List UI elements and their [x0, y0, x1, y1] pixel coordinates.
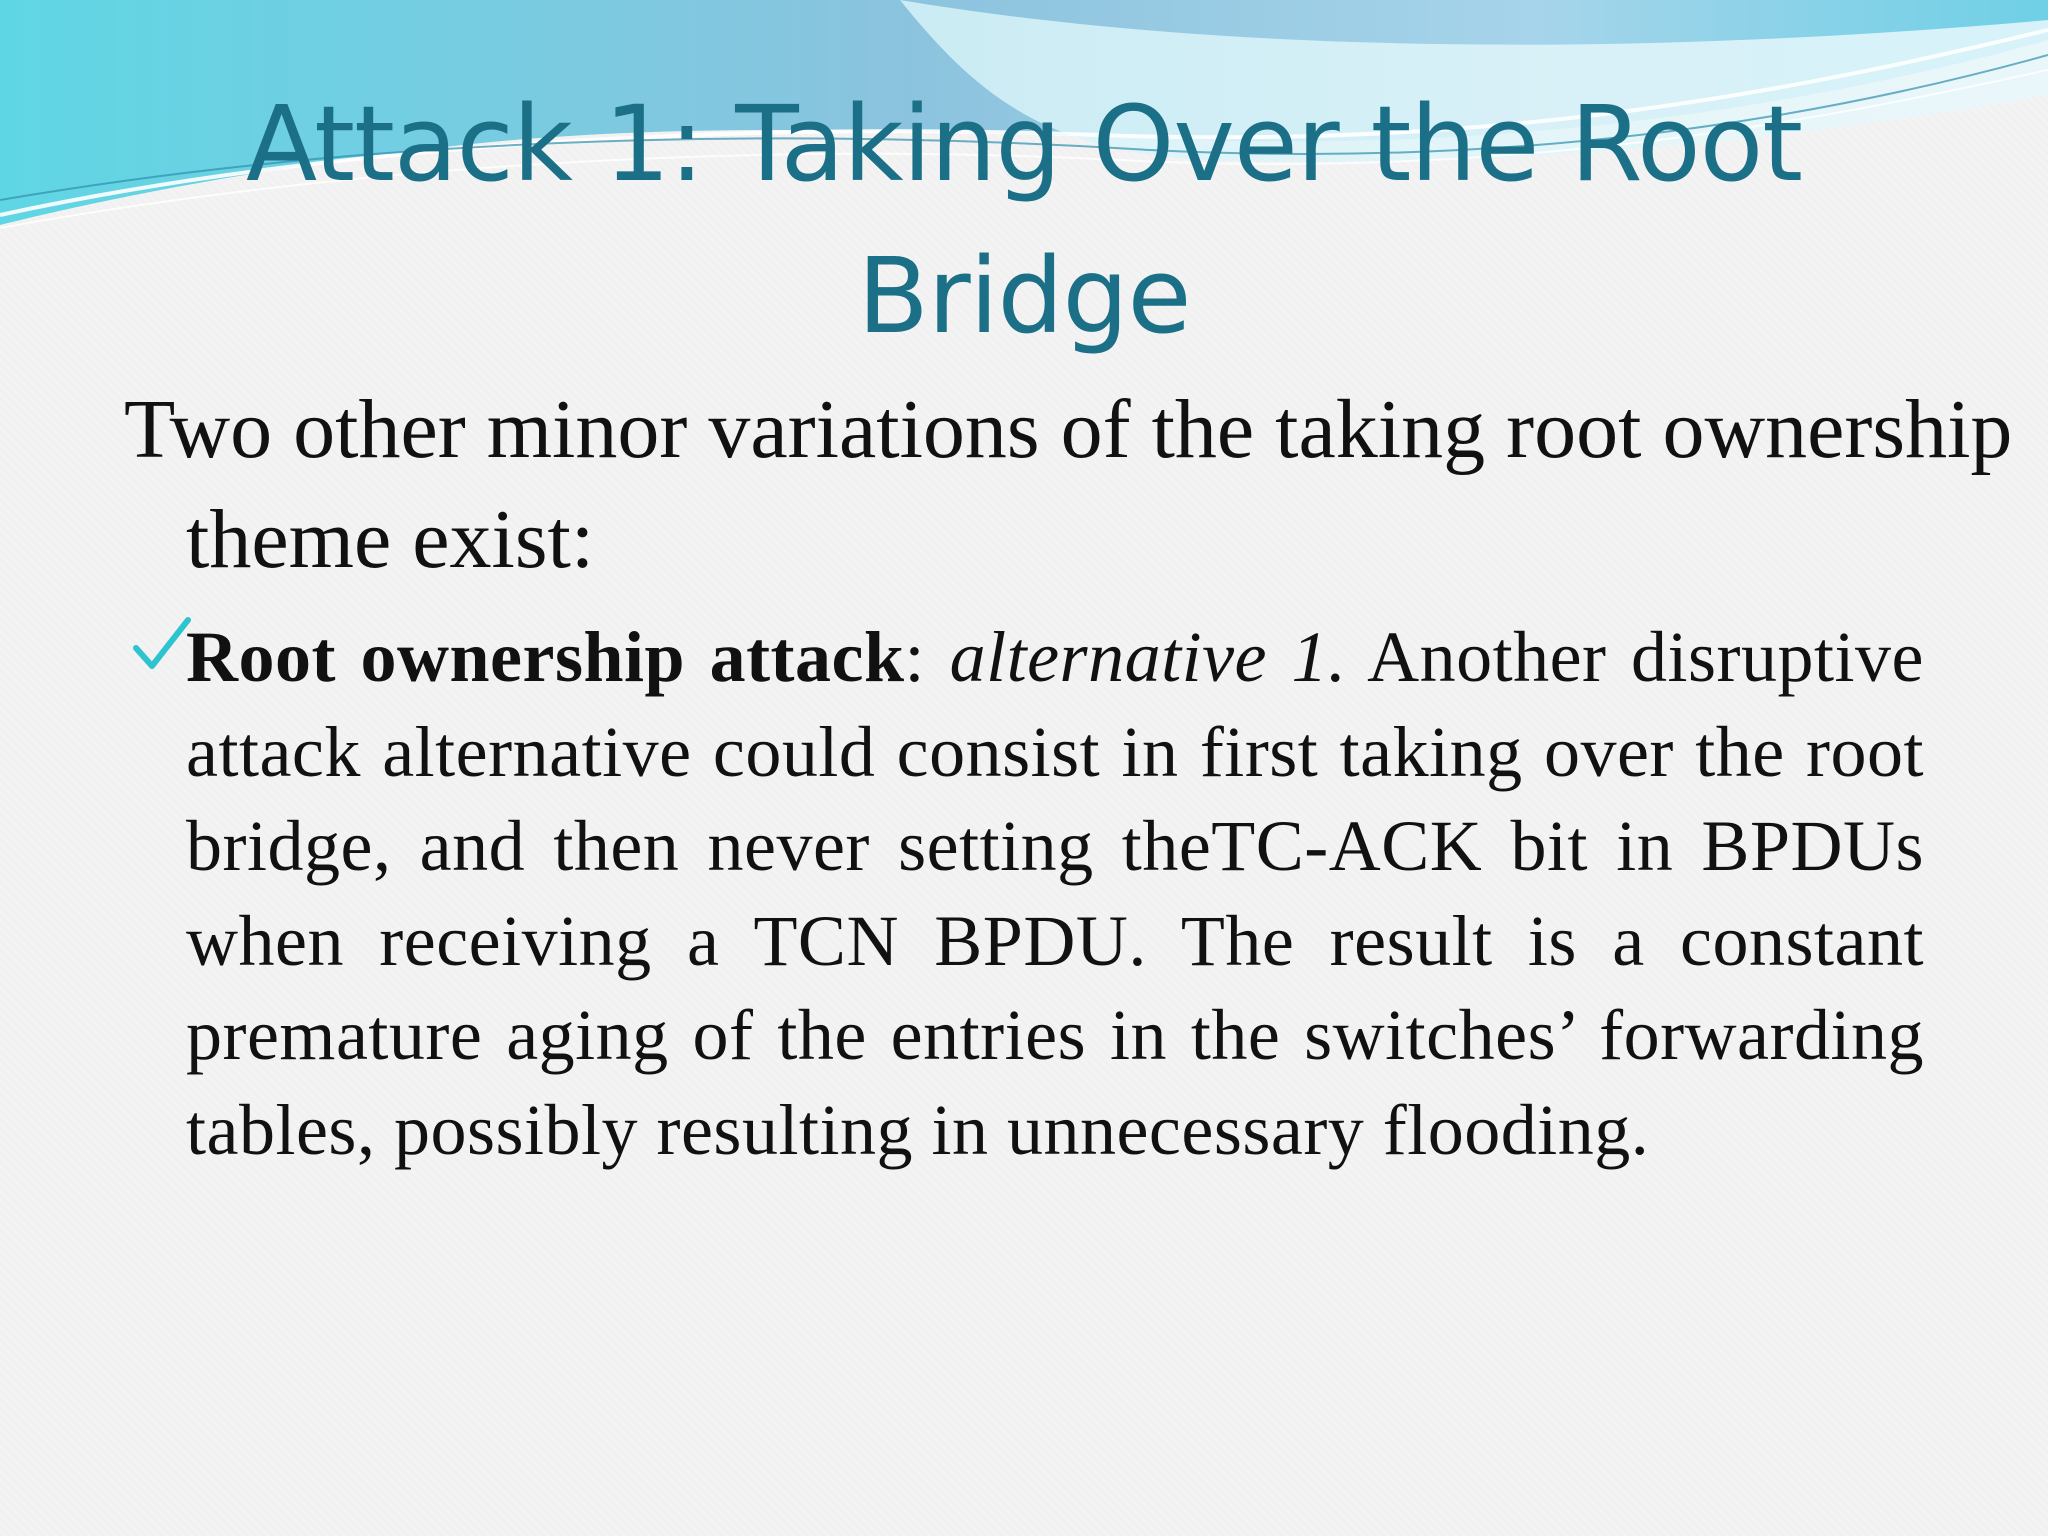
- bullet-body: Another disruptive attack alternative could consist in first taking over the root bridge, and then never setting theTC-ACK bit in BPDUs when receiving a TCN BPDU. The result is a constant premature aging of the entries in the switches’ forwarding tables, possibly resulting in unnecessary flooding.: [186, 617, 1924, 1170]
- bullet-text: [186, 610, 1924, 1177]
- intro-paragraph: Two other minor variations of the taking root ownership theme exist:: [124, 383, 2013, 586]
- bullet-colon: :: [904, 617, 950, 697]
- bullet-item: [124, 610, 1924, 1177]
- bullet-term: Root ownership attack: [186, 617, 905, 697]
- checkmark-icon: [130, 614, 194, 678]
- bullet-qualifier: alternative 1.: [949, 617, 1347, 697]
- slide-title: Attack 1: Taking Over the Root Bridge: [245, 83, 1803, 357]
